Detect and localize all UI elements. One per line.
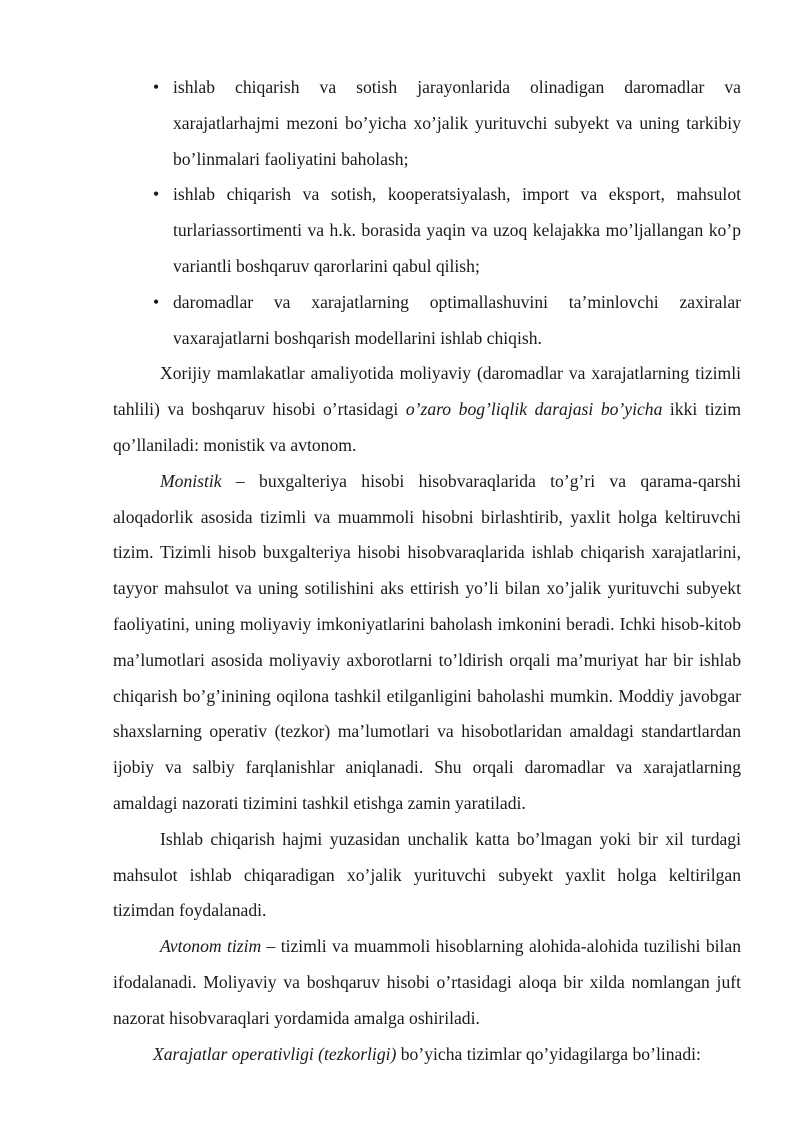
- paragraph-text: ikki tizim qo’llaniladi: monistik va avtonom.: [113, 399, 742, 455]
- paragraph-monistic: [113, 464, 741, 822]
- paragraph-autonomous: [113, 929, 741, 1036]
- document-page: [113, 70, 741, 1072]
- bullet-marker: •: [153, 291, 160, 312]
- bullet-marker: •: [153, 77, 160, 97]
- paragraph-cost-operativeness: [113, 1037, 741, 1073]
- list-item: [113, 285, 741, 357]
- paragraph-text: Ishlab chiqarish hajmi yuzasidan unchalik katta bo’lmagan yoki bir xil turdagi mahsulot ishlab chiqaradigan xo’jalik yurituvchi subyekt yaxlit holga keltirilgan tizimdan foydalanadi.: [113, 828, 741, 921]
- paragraph-text: bo’yicha tizimlar qo’yidagilarga bo’linadi:: [396, 1043, 701, 1064]
- paragraph-small-producers: [113, 822, 741, 929]
- list-item: [113, 70, 741, 177]
- emphasis-text: o’zaro bog’liqlik darajasi bo’yicha: [405, 399, 663, 420]
- list-item-text: ishlab chiqarish va sotish jarayonlarida olinadigan daromadlar va xarajatlarhajmi mezoni bo’yicha xo’jalik yurituvchi subyekt va uning tarkibiy bo’linmalari faoliyatini baholash;: [173, 77, 741, 169]
- emphasis-term: Avtonom tizim: [160, 936, 262, 957]
- paragraph-text: – buxgalteriya hisobi hisobvaraqlarida to’g’ri va qarama-qarshi aloqadorlik asosida tizimli va muammoli hisobni birlashtirib, yaxlit holga keltiruvchi tizim. Tizimli hisob buxgalteriya hisobi hisobvaraqlarida ishlab chiqarish xarajatlarini, tayyor mahsulot va uning sotilishini aks ettirish yo’li bilan xo’jalik yurituvchi subyekt faoliyatini, uning moliyaviy imkoniyatlarini baholash imkonini beradi. Ichki hisob-kitob ma’lumotlari asosida moliyaviy axborotlarni to’ldirish orqali ma’muriyat har bir ishlab chiqarish bo’g’inining oqilona tashkil etilganligini baholashi mumkin. Moddiy javobgar shaxslarning operativ (tezkor) ma’lumotlari va hisobotlaridan amaldagi standartlardan ijobiy va salbiy farqlanishlar aniqlanadi. Shu orqali daromadlar va xarajatlarning amaldagi nazorati tizimini tashkil etishga zamin yaratiladi.: [113, 470, 741, 813]
- list-item-text: ishlab chiqarish va sotish, kooperatsiyalash, import va eksport, mahsulot turlariassortimenti va h.k. borasida yaqin va uzoq kelajakka mo’ljallangan ko’p variantli boshqaruv qarorlarini qabul qilish;: [173, 184, 741, 276]
- paragraph-text: Xorijiy mamlakatlar amaliyotida moliyaviy (daromadlar va xarajatlarning tizimli tahlili) va boshqaruv hisobi o’rtasidagi: [113, 363, 741, 420]
- list-item-text: daromadlar va xarajatlarning optimallashuvini ta’minlovchi zaxiralar vaxarajatlarni boshqarish modellarini ishlab chiqish.: [173, 291, 741, 348]
- paragraph-text: – tizimli va muammoli hisoblarning alohida-alohida tuzilishi bilan ifodalanadi. Moliyaviy va boshqaruv hisobi o’rtasidagi aloqa bir xilda nomlangan juft nazorat hisobvaraqlari yordamida amalga oshiriladi.: [113, 936, 741, 1028]
- bullet-list: [113, 70, 741, 356]
- bullet-marker: •: [153, 184, 160, 205]
- emphasis-term: Xarajatlar operativligi (tezkorligi): [153, 1043, 397, 1064]
- emphasis-term: Monistik: [160, 470, 222, 491]
- list-item: [113, 177, 741, 284]
- paragraph-systems-intro: [113, 356, 741, 463]
